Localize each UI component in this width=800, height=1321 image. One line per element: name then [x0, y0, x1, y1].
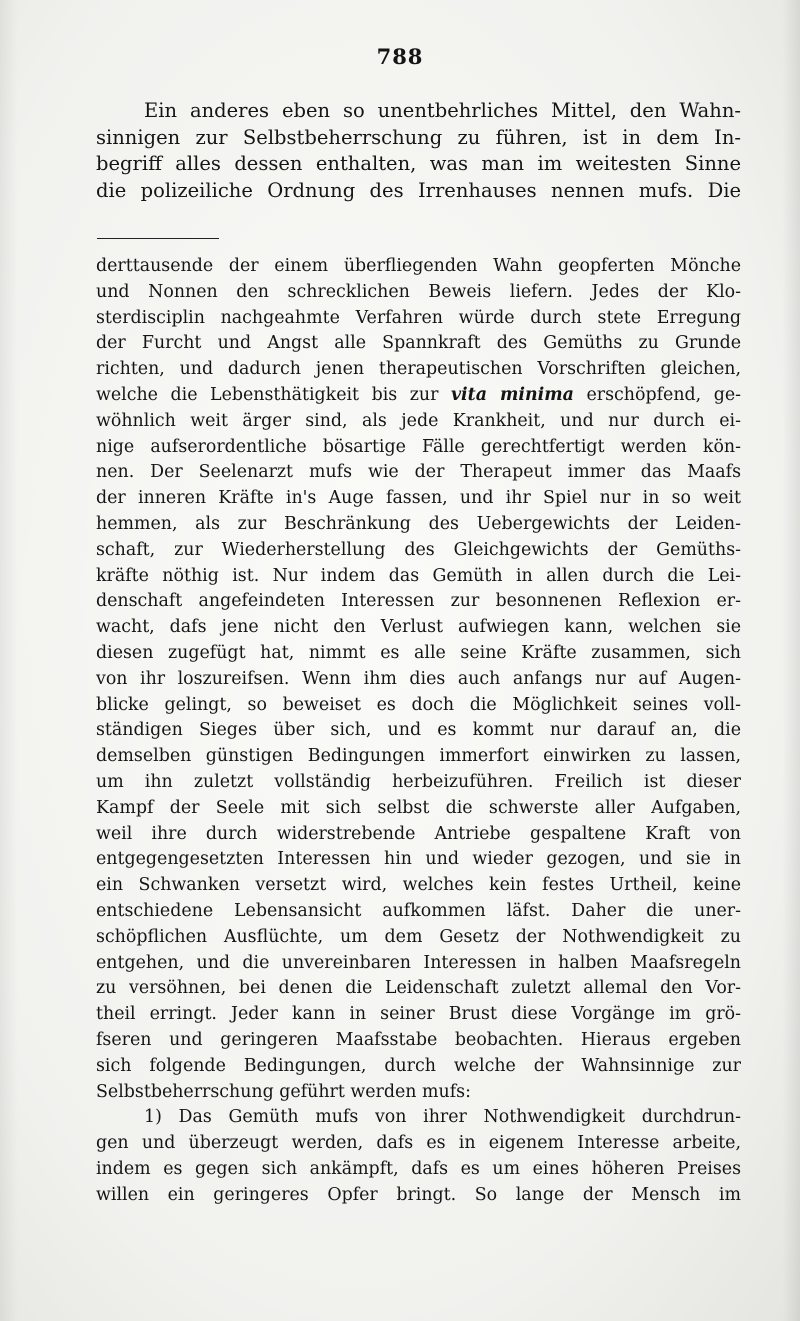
- footnote-line: der inneren Kräfte in's Auge fassen, und ihr Spiel nur in so weit: [96, 488, 741, 509]
- footnote-line: denschaft angefeindeten Interessen zur besonnenen Reflexion er-: [96, 591, 741, 612]
- footnote-line: um ihn zuletzt vollständig herbeizuführen. Freilich ist dieser: [96, 771, 741, 792]
- footnote-line-with-italic: [96, 383, 741, 409]
- footnote-line: schöpflichen Ausflüchte, um dem Gesetz der Nothwendigkeit zu: [96, 926, 741, 947]
- footnote-line: nen. Der Seelenarzt mufs wie der Therapeut immer das Maafs: [96, 462, 741, 483]
- footnote-line: gen und überzeugt werden, dafs es in eigenem Interesse arbeite,: [96, 1133, 741, 1154]
- main-text-line: Ein anderes eben so unentbehrliches Mittel, den Wahn-: [144, 99, 741, 122]
- main-text-line: die polizeiliche Ordnung des Irrenhauses nennen mufs. Die: [96, 178, 741, 202]
- footnote-line: und Nonnen den schrecklichen Beweis liefern. Jedes der Klo-: [96, 281, 741, 302]
- footnote-line: der Furcht und Angst alle Spannkraft des Gemüths zu Grunde: [96, 333, 741, 354]
- footnote-line: fseren und geringeren Maafsstabe beobachten. Hieraus ergeben: [96, 1029, 741, 1050]
- footnote-line: schaft, zur Wiederherstellung des Gleichgewichts der Gemüths-: [96, 539, 741, 560]
- scan-edge-right: [782, 0, 800, 1321]
- footnote-line: ein Schwanken versetzt wird, welches kein festes Urtheil, keine: [96, 875, 741, 896]
- main-text-line: begriff alles dessen enthalten, was man im weitesten Sinne: [96, 152, 741, 175]
- main-paragraph: [96, 98, 741, 204]
- footnote-separator: [97, 238, 219, 239]
- footnote-line: entschiedene Lebensansicht aufkommen läfst. Daher die uner-: [96, 900, 741, 921]
- footnote-line: weil ihre durch widerstrebende Antriebe gespaltene Kraft von: [96, 823, 741, 844]
- footnote-line: ständigen Sieges über sich, und es kommt nur darauf an, die: [96, 720, 741, 741]
- footnote-line: diesen zugefügt hat, nimmt es alle seine Kräfte zusammen, sich: [96, 642, 741, 663]
- footnote-line: indem es gegen sich ankämpft, dafs es um eines höheren Preises: [96, 1158, 741, 1179]
- footnote-line-part: erschöpfend, ge-: [586, 384, 742, 405]
- footnote-line: sich folgende Bedingungen, durch welche der Wahnsinnige zur: [96, 1055, 741, 1076]
- footnote-line: 1) Das Gemüth mufs von ihrer Nothwendigkeit durchdrun-: [144, 1107, 741, 1128]
- footnote-line: Selbstbeherrschung geführt werden mufs:: [96, 1081, 471, 1102]
- footnote-line: theil erringt. Jeder kann in seiner Brust diese Vorgänge im grö-: [96, 1004, 741, 1025]
- footnote-line: hemmen, als zur Beschränkung des Uebergewichts der Leiden-: [96, 513, 741, 534]
- footnote-line: zu versöhnen, bei denen die Leidenschaft zuletzt allemal den Vor-: [96, 978, 741, 999]
- footnote-line: Kampf der Seele mit sich selbst die schwerste aller Aufgaben,: [96, 797, 741, 818]
- page-number: 788: [376, 44, 424, 69]
- footnote-line: von ihr loszureifsen. Wenn ihm dies auch anfangs nur auf Augen-: [96, 668, 741, 689]
- footnote-block: [96, 254, 741, 1208]
- footnote-line: blicke gelingt, so beweiset es doch die Möglichkeit seines voll-: [96, 694, 741, 715]
- footnote-line: richten, und dadurch jenen therapeutischen Vorschriften gleichen,: [96, 359, 741, 380]
- footnote-line: kräfte nöthig ist. Nur indem das Gemüth in allen durch die Lei-: [96, 565, 741, 586]
- main-text-line: sinnigen zur Selbstbeherrschung zu führen, ist in dem In-: [96, 125, 741, 149]
- footnote-line: wöhnlich weit ärger sind, als jede Krankheit, und nur durch ei-: [96, 410, 741, 431]
- scan-edge-left: [0, 0, 18, 1321]
- footnote-line: derttausende der einem überfliegenden Wahn geopferten Mönche: [96, 256, 741, 276]
- italic-phrase: vita minima: [450, 384, 574, 405]
- footnote-line: sterdisciplin nachgeahmte Verfahren würde durch stete Erregung: [96, 307, 741, 328]
- footnote-line-part: welche die Lebensthätigkeit bis zur: [96, 384, 439, 405]
- footnote-line: entgegengesetzten Interessen hin und wieder gezogen, und sie in: [96, 849, 741, 870]
- footnote-line: nige aufserordentliche bösartige Fälle gerechtfertigt werden kön-: [96, 436, 741, 457]
- footnote-line: willen ein geringeres Opfer bringt. So lange der Mensch im: [96, 1184, 741, 1205]
- footnote-line: demselben günstigen Bedingungen immerfort einwirken zu lassen,: [96, 746, 741, 767]
- footnote-line: wacht, dafs jene nicht den Verlust aufwiegen kann, welchen sie: [96, 617, 741, 638]
- footnote-line: entgehen, und die unvereinbaren Interessen in halben Maafsregeln: [96, 952, 741, 973]
